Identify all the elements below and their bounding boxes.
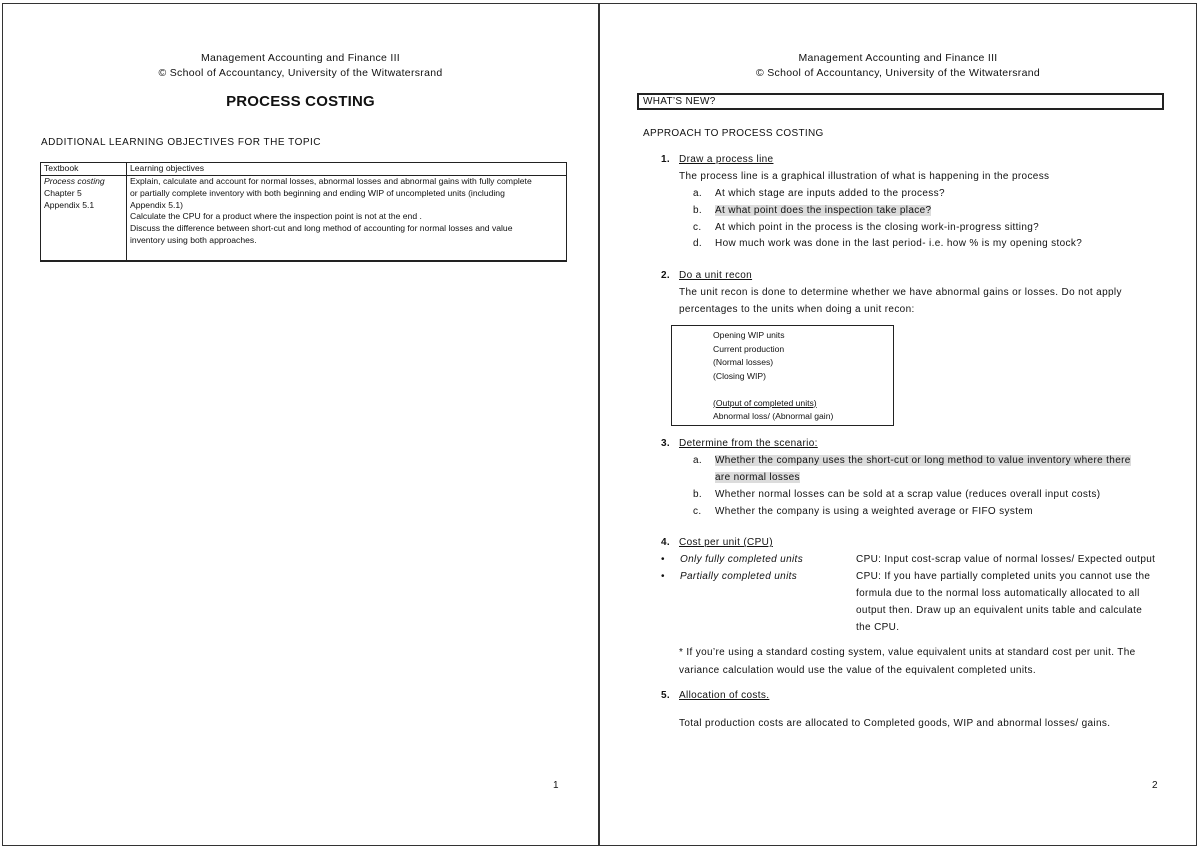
recon-line: Abnormal loss/ (Abnormal gain) bbox=[713, 411, 834, 421]
textbook-line: Appendix 5.1 bbox=[44, 199, 95, 210]
objective-line: Discuss the difference between short-cut and long method of accounting for normal losses and value bbox=[130, 223, 513, 234]
section-title: Cost per unit (CPU) bbox=[679, 537, 773, 548]
list-item: b. Whether normal losses can be sold at a scrap value (reduces overall input costs) bbox=[693, 489, 1101, 500]
header-school: © School of Accountancy, University of the Witwatersrand bbox=[755, 67, 1041, 79]
table-header-textbook: Textbook bbox=[41, 163, 127, 176]
page-number: 1 bbox=[553, 780, 559, 791]
section-1-heading bbox=[661, 154, 773, 165]
textbook-line: Chapter 5 bbox=[44, 187, 82, 198]
recon-line: (Output of completed units) bbox=[713, 397, 817, 408]
recon-line: Opening WIP units bbox=[713, 330, 785, 340]
bullet-icon: • bbox=[661, 571, 665, 582]
section-number: 3. bbox=[661, 438, 671, 449]
section-number: 2. bbox=[661, 270, 671, 281]
list-item: d. How much work was done in the last period- i.e. how % is my opening stock? bbox=[693, 238, 1083, 249]
highlighted-text: At what point does the inspection take place? bbox=[715, 205, 932, 216]
list-item: c. At which point in the process is the closing work-in-progress sitting? bbox=[693, 222, 1040, 233]
unit-recon-box bbox=[671, 325, 894, 426]
section-1-intro: The process line is a graphical illustration of what is happening in the process bbox=[679, 171, 1050, 182]
objective-line: Calculate the CPU for a product where the inspection point is not at the end . bbox=[130, 211, 422, 222]
objective-line: inventory using both approaches. bbox=[130, 234, 257, 245]
textbook-line: Process costing bbox=[44, 176, 105, 186]
textbook-cell bbox=[41, 176, 127, 262]
recon-line: (Normal losses) bbox=[713, 357, 774, 367]
objectives-heading: ADDITIONAL LEARNING OBJECTIVES FOR THE TOPIC bbox=[41, 137, 322, 148]
list-item: a. At which stage are inputs added to the process? bbox=[693, 188, 945, 199]
page-title: PROCESS COSTING bbox=[226, 93, 375, 110]
objective-line: or partially complete inventory with both beginning and ending WIP of uncompleted units (including bbox=[130, 187, 505, 198]
table-header-row bbox=[41, 163, 567, 176]
section-5-text: Total production costs are allocated to Completed goods, WIP and abnormal losses/ gains. bbox=[679, 718, 1111, 729]
objective-line: Appendix 5.1) bbox=[130, 199, 184, 210]
cpu-partial-text: CPU: If you have partially completed units you cannot use the formula due to the normal loss automatically allocated to all output then. Draw up an equivalent units table and calculate the CPU. bbox=[856, 571, 1151, 633]
section-5-heading bbox=[661, 690, 769, 701]
section-title: Draw a process line bbox=[679, 154, 774, 165]
approach-heading: APPROACH TO PROCESS COSTING bbox=[643, 128, 824, 139]
section-title: Do a unit recon bbox=[679, 270, 753, 281]
standard-costing-note: variance calculation would use the value of the equivalent completed units. bbox=[679, 665, 1037, 676]
page-2 bbox=[599, 3, 1197, 846]
highlighted-text: are normal losses bbox=[715, 472, 800, 483]
highlighted-text: Whether the company uses the short-cut or long method to value inventory where there bbox=[715, 455, 1131, 466]
recon-line: (Closing WIP) bbox=[713, 370, 767, 381]
header-course-title: Management Accounting and Finance III bbox=[200, 52, 401, 64]
learning-objectives-table bbox=[40, 162, 567, 262]
section-title: Determine from the scenario: bbox=[679, 438, 818, 449]
standard-costing-note: * If you’re using a standard costing system, value equivalent units at standard cost per unit. The bbox=[679, 647, 1136, 658]
recon-spacer bbox=[713, 383, 893, 397]
section-2-heading bbox=[661, 270, 752, 281]
header-school: © School of Accountancy, University of the Witwatersrand bbox=[158, 67, 443, 79]
list-item: c. Whether the company is using a weighted average or FIFO system bbox=[693, 506, 1033, 517]
cpu-formula-text: CPU: Input cost-scrap value of normal losses/ Expected output bbox=[856, 554, 1156, 565]
section-number: 5. bbox=[661, 690, 671, 701]
list-item-continuation bbox=[715, 469, 800, 486]
list-item: a. Whether the company uses the short-cut or long method to value inventory where there bbox=[693, 455, 1131, 466]
section-title: Allocation of costs. bbox=[679, 690, 770, 701]
section-2-text: percentages to the units when doing a unit recon: bbox=[679, 304, 915, 315]
objective-line: Explain, calculate and account for normal losses, abnormal losses and abnormal gains with fully complete bbox=[130, 176, 532, 186]
section-number: 1. bbox=[661, 154, 671, 165]
table-header-objectives: Learning objectives bbox=[127, 163, 567, 176]
page-number: 2 bbox=[1152, 780, 1158, 791]
section-4-heading bbox=[661, 537, 773, 548]
header-course-title: Management Accounting and Finance III bbox=[798, 52, 998, 64]
section-number: 4. bbox=[661, 537, 671, 548]
section-3-heading bbox=[661, 438, 818, 449]
recon-line: Current production bbox=[713, 343, 785, 354]
list-item: b. At what point does the inspection take place? bbox=[693, 205, 932, 216]
objectives-cell bbox=[127, 176, 567, 262]
whats-new-box: WHAT’S NEW? bbox=[637, 93, 1164, 110]
page-1 bbox=[2, 3, 599, 846]
table-row bbox=[41, 176, 567, 262]
bullet-icon: • bbox=[661, 554, 665, 565]
bullet-item: • Only fully completed units bbox=[661, 554, 804, 565]
section-2-text: The unit recon is done to determine whether we have abnormal gains or losses. Do not apply bbox=[679, 287, 1122, 298]
bullet-item: • Partially completed units bbox=[661, 571, 798, 582]
